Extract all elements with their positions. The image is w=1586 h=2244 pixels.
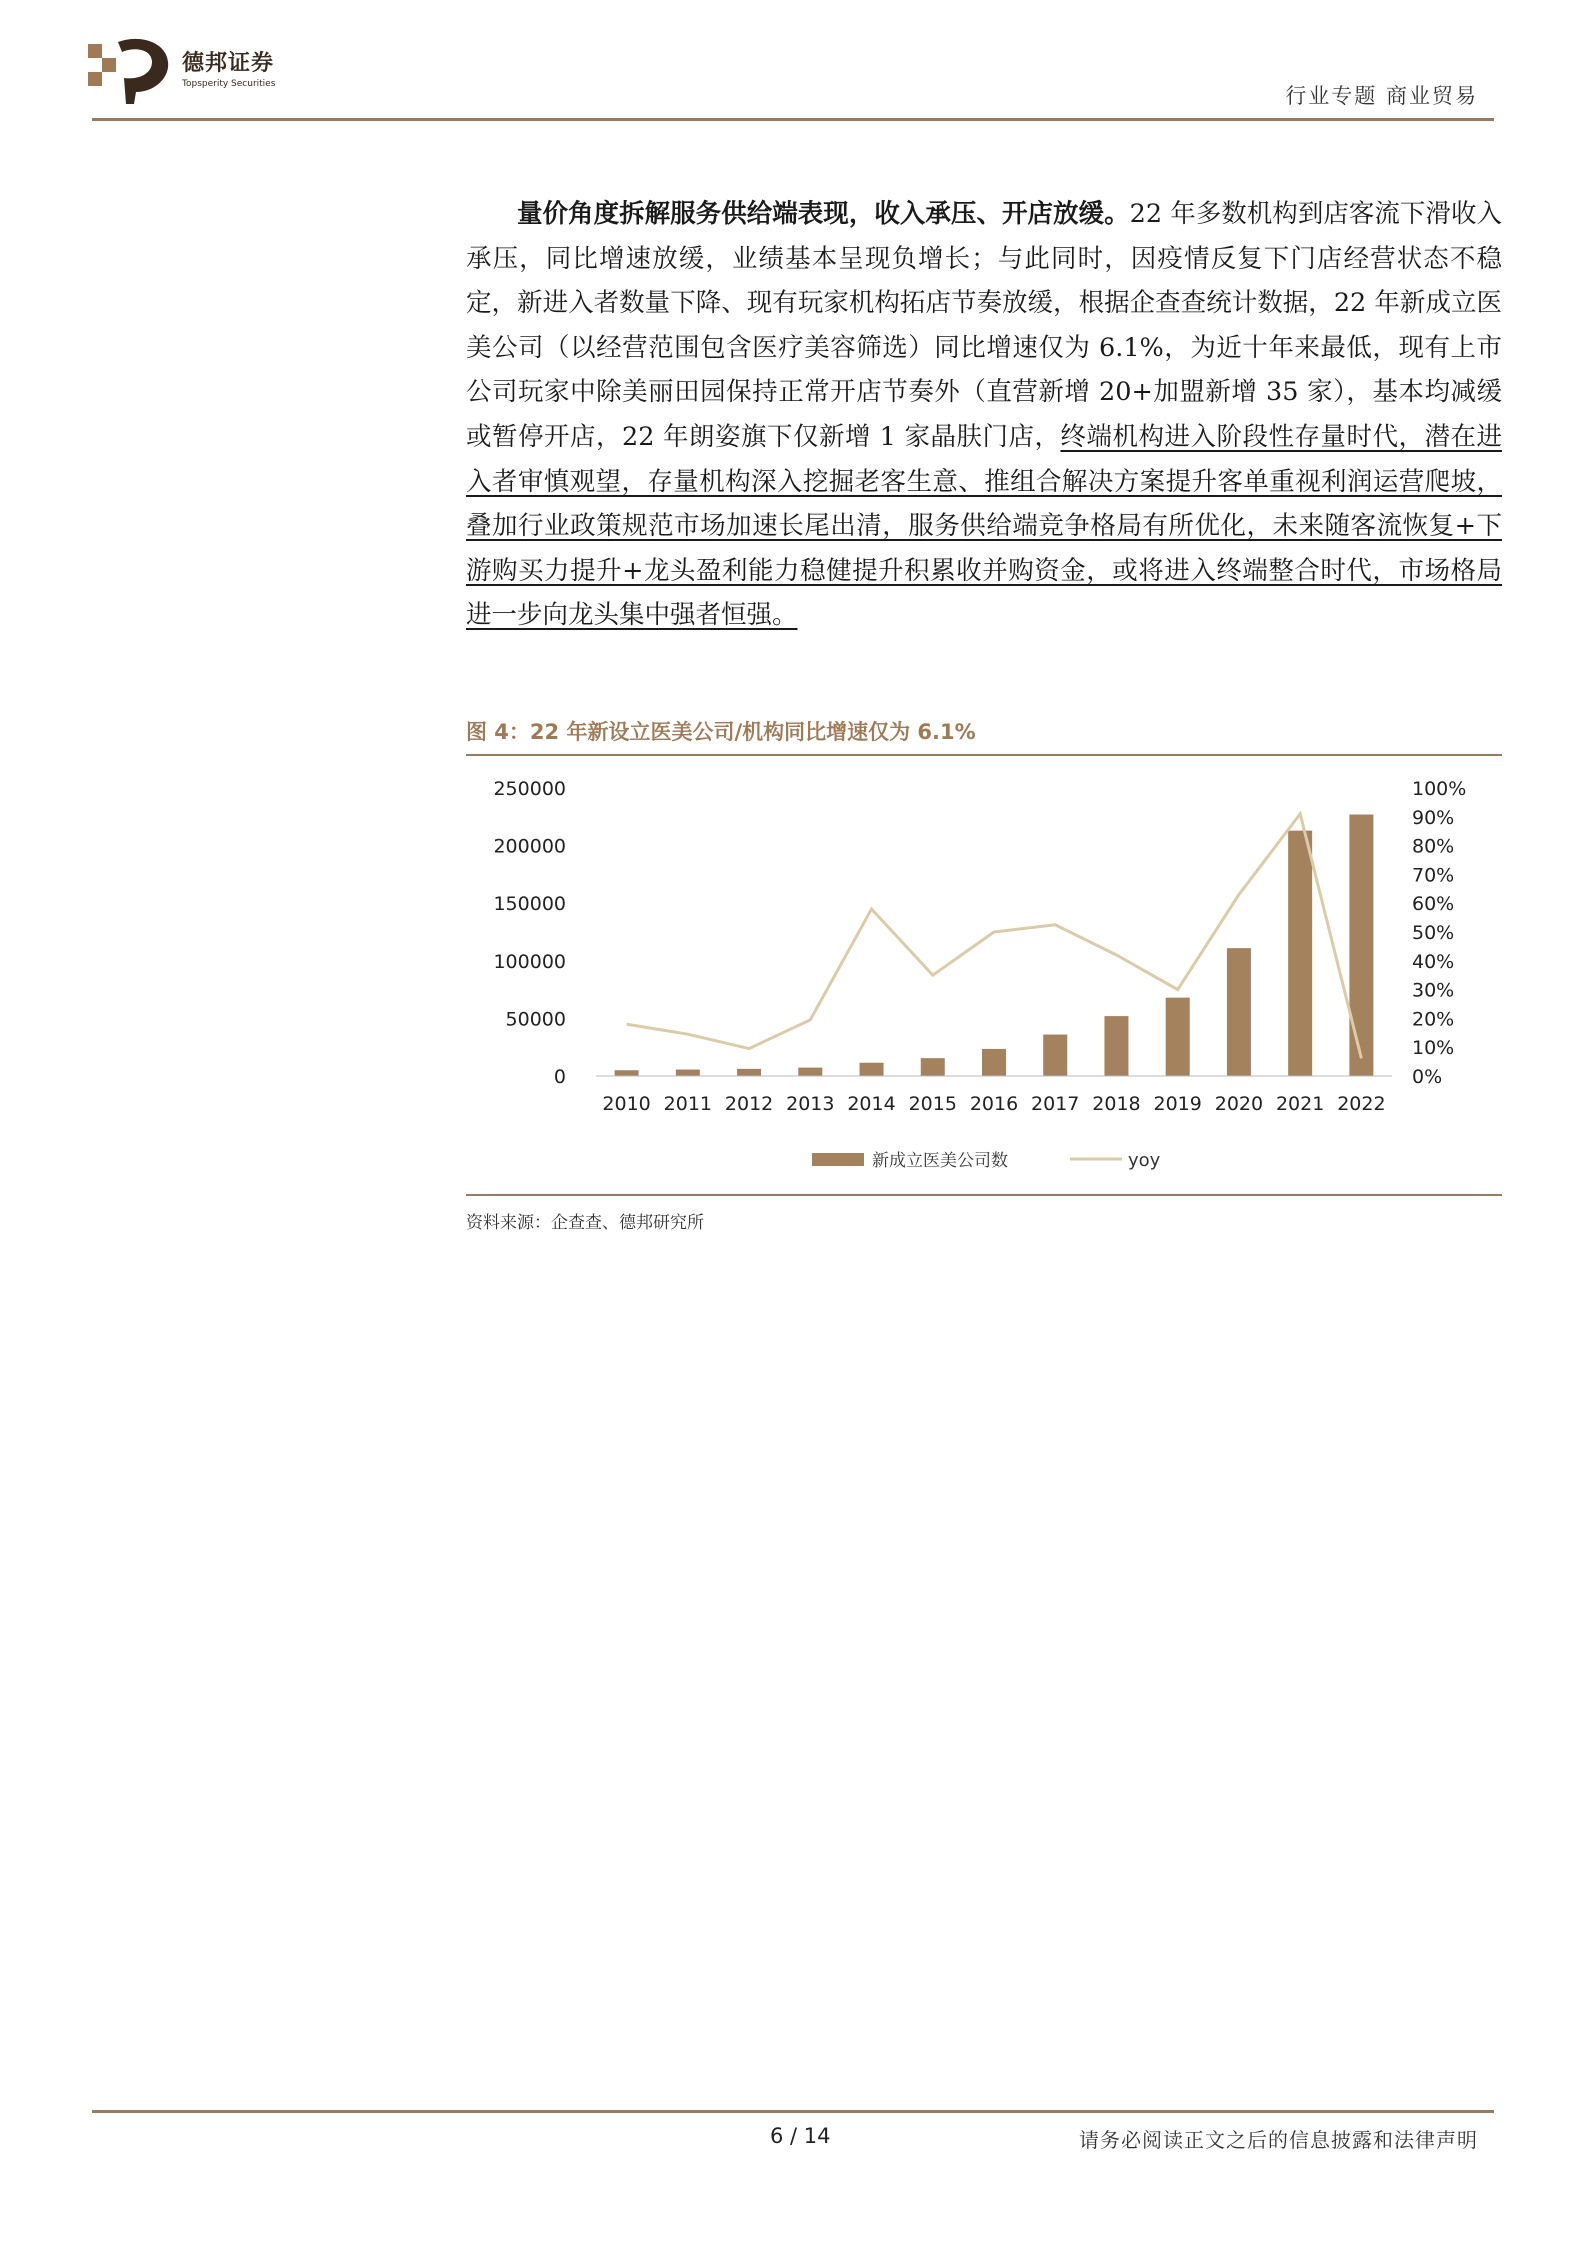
right-tick-label: 90% bbox=[1412, 806, 1455, 829]
footer-disclaimer: 请务必阅读正文之后的信息披露和法律声明 bbox=[1079, 2128, 1478, 2152]
legend-bar-swatch bbox=[812, 1153, 864, 1166]
bar bbox=[921, 1058, 945, 1076]
body-paragraph bbox=[466, 192, 1502, 638]
x-tick-label: 2011 bbox=[663, 1093, 713, 1115]
bar bbox=[1227, 948, 1251, 1076]
x-tick-label: 2013 bbox=[786, 1093, 835, 1115]
bar bbox=[737, 1069, 761, 1076]
x-tick-label: 2015 bbox=[908, 1093, 957, 1115]
figure-bottom-rule bbox=[466, 1194, 1502, 1196]
x-tick-label: 2019 bbox=[1153, 1093, 1202, 1115]
right-tick-label: 60% bbox=[1412, 893, 1455, 916]
left-tick-label: 250000 bbox=[493, 778, 566, 800]
right-tick-label: 100% bbox=[1412, 778, 1467, 800]
left-tick-label: 100000 bbox=[493, 950, 566, 973]
bar bbox=[615, 1070, 639, 1076]
page-number: 6 / 14 bbox=[770, 2124, 831, 2148]
x-tick-label: 2014 bbox=[847, 1093, 896, 1115]
yoy-line bbox=[627, 814, 1362, 1059]
left-tick-label: 50000 bbox=[505, 1008, 566, 1031]
right-tick-label: 30% bbox=[1412, 979, 1455, 1002]
right-tick-label: 10% bbox=[1412, 1037, 1455, 1060]
combo-chart bbox=[466, 770, 1502, 1190]
x-tick-label: 2012 bbox=[724, 1093, 774, 1115]
left-tick-label: 0 bbox=[553, 1066, 566, 1088]
right-tick-label: 80% bbox=[1412, 835, 1455, 858]
x-tick-label: 2018 bbox=[1092, 1093, 1141, 1115]
chart-legend bbox=[812, 1150, 1161, 1171]
x-tick-label: 2017 bbox=[1031, 1093, 1080, 1115]
right-tick-label: 40% bbox=[1412, 950, 1455, 973]
x-tick-label: 2010 bbox=[602, 1093, 651, 1115]
legend-line-label: yoy bbox=[1128, 1150, 1161, 1171]
figure-source: 资料来源：企查查、德邦研究所 bbox=[466, 1213, 704, 1233]
x-axis-labels bbox=[602, 1093, 1385, 1115]
right-tick-label: 20% bbox=[1412, 1008, 1455, 1031]
left-tick-label: 200000 bbox=[493, 835, 566, 858]
paragraph-lead: 量价角度拆解服务供给端表现，收入承压、开店放缓。 bbox=[517, 199, 1130, 229]
logo-text bbox=[182, 46, 275, 89]
bar bbox=[1349, 814, 1373, 1076]
x-tick-label: 2022 bbox=[1337, 1093, 1386, 1115]
figure-title: 图 4：22 年新设立医美公司/机构同比增速仅为 6.1% bbox=[466, 720, 976, 744]
left-axis-ticks bbox=[493, 778, 566, 1088]
company-logo bbox=[88, 34, 174, 110]
x-tick-label: 2016 bbox=[969, 1093, 1019, 1115]
bar bbox=[982, 1049, 1006, 1076]
bar bbox=[860, 1063, 884, 1076]
left-tick-label: 150000 bbox=[493, 893, 566, 916]
bar bbox=[1166, 998, 1190, 1076]
figure-top-rule bbox=[466, 754, 1502, 756]
right-tick-label: 0% bbox=[1412, 1066, 1443, 1088]
bar-series bbox=[615, 814, 1374, 1076]
x-tick-label: 2021 bbox=[1275, 1093, 1325, 1115]
paragraph-underlined: 终端机构进入阶段性存量时代，潜在进入者审慎观望，存量机构深入挖掘老客生意、推组合解决方案提升客单重视利润运营爬坡，叠加行业政策规范市场加速长尾出清，服务供给端竞争格局有所优化，未来随客流恢复+下游购买力提升+龙头盈利能力稳健提升积累收并购资金，或将进入终端整合时代，市场格局进一步向龙头集中强者恒强。 bbox=[466, 421, 1502, 631]
paragraph-text: 22 年多数机构到店客流下滑收入承压，同比增速放缓，业绩基本呈现负增长；与此同时，因疫情反复下门店经营状态不稳定，新进入者数量下降、现有玩家机构拓店节奏放缓，根据企查查统计数据，22 年新成立医美公司（以经营范围包含医疗美容筛选）同比增速仅为 6.1%，为近十年来最低，现有上市公司玩家中除美丽田园保持正常开店节奏外（直营新增 20+加盟新增 35 家），基本均减缓或暂停开店，22 年朗姿旗下仅新增 1 家晶肤门店， bbox=[466, 199, 1502, 452]
bar bbox=[1104, 1016, 1128, 1076]
bar bbox=[1043, 1035, 1067, 1076]
bar bbox=[1288, 831, 1312, 1076]
bar bbox=[798, 1068, 822, 1076]
right-tick-label: 70% bbox=[1412, 864, 1455, 887]
chart-container bbox=[466, 770, 1502, 1194]
logo-en: Topsperity Securities bbox=[182, 79, 276, 89]
legend-bar-label: 新成立医美公司数 bbox=[872, 1151, 1008, 1171]
bar bbox=[676, 1070, 700, 1076]
logo-cn: 德邦证券 bbox=[182, 51, 275, 76]
right-tick-label: 50% bbox=[1412, 922, 1455, 944]
header-divider bbox=[92, 118, 1494, 121]
footer-divider bbox=[92, 2110, 1494, 2113]
right-axis-ticks bbox=[1412, 778, 1466, 1088]
x-tick-label: 2020 bbox=[1214, 1093, 1264, 1115]
header-section: 行业专题 商业贸易 bbox=[1285, 84, 1478, 108]
